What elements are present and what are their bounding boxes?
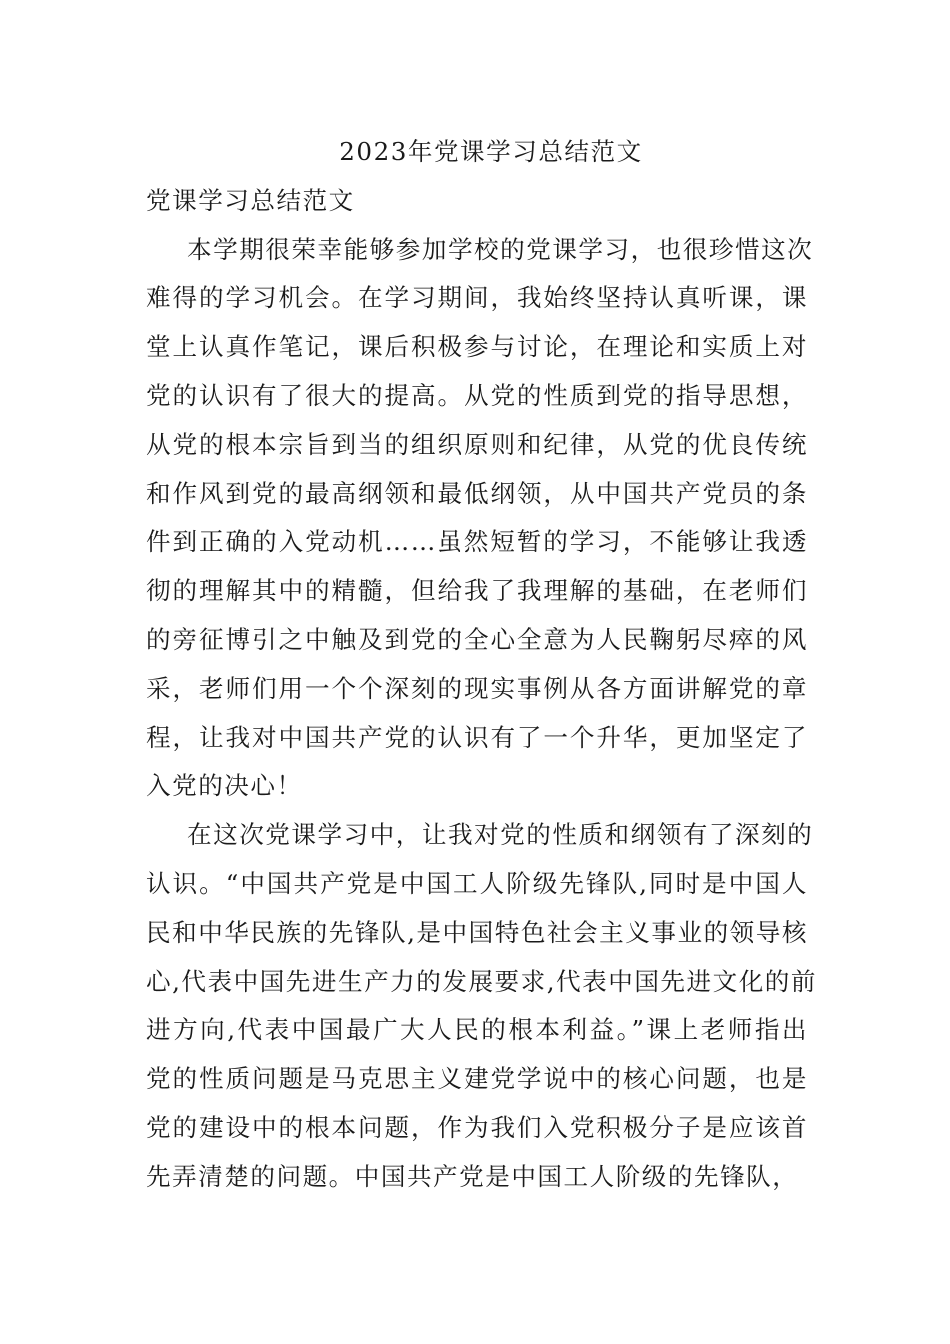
paragraph <box>146 811 817 1201</box>
paragraph-line: 进方向,代表中国最广大人民的根本利益。”课上老师指出 <box>146 1015 808 1045</box>
paragraph-line: 心,代表中国先进生产力的发展要求,代表中国先进文化的前 <box>146 966 817 996</box>
paragraph-line: 堂上认真作笔记，课后积极参与讨论，在理论和实质上对 <box>146 332 808 362</box>
paragraph-line: 党的认识有了很大的提高。从党的性质到党的指导思想， <box>146 380 808 410</box>
paragraph-line: 从党的根本宗旨到当的组织原则和纪律，从党的优良传统 <box>146 429 808 459</box>
paragraph-line: 入党的决心！ <box>146 771 303 801</box>
paragraph-line: 的旁征博引之中触及到党的全心全意为人民鞠躬尽瘁的风 <box>146 624 808 654</box>
paragraph-list <box>146 226 817 1202</box>
paragraph-line: 难得的学习机会。在学习期间，我始终坚持认真听课，课 <box>146 283 808 313</box>
paragraph-line: 采，老师们用一个个深刻的现实事例从各方面讲解党的章 <box>146 673 808 703</box>
document-title: 2023年党课学习总结范文 <box>339 137 643 166</box>
paragraph-line: 认识。“中国共产党是中国工人阶级先锋队,同时是中国人 <box>146 868 808 898</box>
paragraph-line: 先弄清楚的问题。中国共产党是中国工人阶级的先锋队， <box>146 1161 799 1191</box>
document-body <box>146 128 817 1202</box>
paragraph-line: 程，让我对中国共产党的认识有了一个升华，更加坚定了 <box>146 722 808 752</box>
paragraph <box>146 226 814 812</box>
paragraph-line: 党的性质问题是马克思主义建党学说中的核心问题，也是 <box>146 1064 808 1094</box>
paragraph-line: 在这次党课学习中，让我对党的性质和纲领有了深刻的 <box>187 820 814 850</box>
document-subtitle: 党课学习总结范文 <box>146 185 355 215</box>
paragraph-line: 和作风到党的最高纲领和最低纲领，从中国共产党员的条 <box>146 478 808 508</box>
paragraph-line: 本学期很荣幸能够参加学校的党课学习，也很珍惜这次 <box>187 234 814 264</box>
paragraph-line: 党的建设中的根本问题，作为我们入党积极分子是应该首 <box>146 1112 808 1142</box>
paragraph-line: 民和中华民族的先锋队,是中国特色社会主义事业的领导核 <box>146 917 808 947</box>
paragraph-line: 彻的理解其中的精髓，但给我了我理解的基础，在老师们 <box>146 576 808 606</box>
paragraph-line: 件到正确的入党动机……虽然短暂的学习，不能够让我透 <box>146 527 808 557</box>
